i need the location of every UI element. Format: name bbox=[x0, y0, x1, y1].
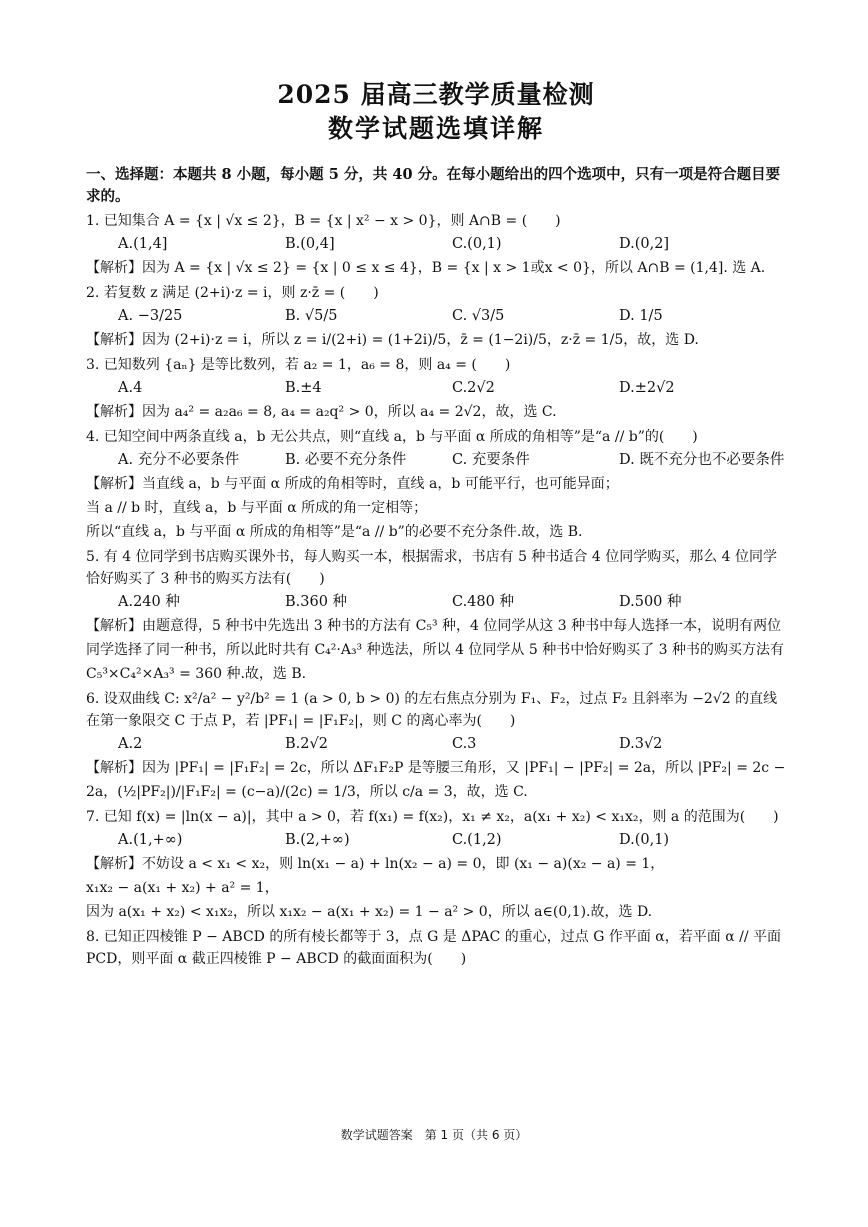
option-b: B.(2,+∞) bbox=[285, 832, 350, 848]
options-row bbox=[86, 448, 786, 472]
option-d: D.500 种 bbox=[619, 594, 682, 610]
option-a: A.(1,+∞) bbox=[118, 832, 183, 848]
solution-line: 【解析】因为 |PF₁| = |F₁F₂| = 2c，所以 ΔF₁F₂P 是等腰三角形，又 |PF₁| − |PF₂| = 2a，所以 |PF₂| = 2c − 2a，(½|PF₂|)/|F₁F₂| = (c−a)/(2c) = 1/3，所以 c/a = 3，故，选 C. bbox=[86, 760, 786, 800]
option-c: C.480 种 bbox=[452, 594, 514, 610]
option-c: C.3 bbox=[452, 736, 477, 752]
option-c: C.(0,1) bbox=[452, 236, 502, 252]
solution-line: 【解析】不妨设 a < x₁ < x₂，则 ln(x₁ − a) + ln(x₂ − a) = 0，即 (x₁ − a)(x₂ − a) = 1， bbox=[86, 856, 665, 872]
question-stem: 7. 已知 f(x) = |ln(x − a)|，其中 a > 0，若 f(x₁) = f(x₂)，x₁ ≠ x₂，a(x₁ + x₂) < x₁x₂，则 a 的范围为( ) bbox=[86, 809, 779, 825]
options-row bbox=[86, 590, 786, 614]
option-c: C.(1,2) bbox=[452, 832, 502, 848]
options-row bbox=[86, 732, 786, 756]
option-a: A. 充分不必要条件 bbox=[118, 452, 240, 468]
page-title: 2025 届高三教学质量检测 bbox=[277, 80, 595, 109]
option-d: D. 既不充分也不必要条件 bbox=[619, 452, 785, 468]
option-b: B. √5/5 bbox=[285, 308, 338, 324]
solution-line: 当 a // b 时，直线 a，b 与平面 α 所成的角一定相等； bbox=[86, 500, 428, 516]
question-block bbox=[86, 688, 786, 804]
page-subtitle: 数学试题选填详解 bbox=[327, 114, 544, 143]
options-row bbox=[86, 828, 786, 852]
solution-line: 因为 a(x₁ + x₂) < x₁x₂，所以 x₁x₂ − a(x₁ + x₂) = 1 − a² > 0，所以 a∈(0,1).故，选 D. bbox=[86, 904, 653, 920]
question-stem: 6. 设双曲线 C: x²/a² − y²/b² = 1 (a > 0, b > 0) 的左右焦点分别为 F₁、F₂，过点 F₂ 且斜率为 −2√2 的直线在第一象限交 C 于点 P，若 |PF₁| = |F₁F₂|，则 C 的离心率为( ) bbox=[86, 691, 778, 729]
question-stem: 1. 已知集合 A = {x | √x ≤ 2}，B = {x | x² − x > 0}，则 A∩B = ( ) bbox=[86, 213, 561, 229]
solution-line: x₁x₂ − a(x₁ + x₂) + a² = 1， bbox=[86, 880, 279, 896]
option-c: C.2√2 bbox=[452, 380, 495, 396]
option-a: A.(1,4] bbox=[118, 236, 168, 252]
option-d: D.3√2 bbox=[619, 736, 663, 752]
solution-line: 【解析】由题意得，5 种书中先选出 3 种书的方法有 C₅³ 种，4 位同学从这 3 种书中每人选择一本，说明有两位同学选择了同一种书，所以此时共有 C₄²·A₃³ 种选法，所以 4 位同学从 5 种书中恰好购买了 3 种书的购买方法有 C₅³×C₄²×A₃³ = 360 种.故，选 B. bbox=[86, 618, 785, 682]
option-b: B.2√2 bbox=[285, 736, 328, 752]
option-a: A.4 bbox=[118, 380, 143, 396]
options-row bbox=[86, 376, 786, 400]
option-b: B.360 种 bbox=[285, 594, 348, 610]
question-block bbox=[86, 210, 786, 280]
question-block bbox=[86, 546, 786, 686]
option-a: A. −3/25 bbox=[118, 308, 183, 324]
question-stem: 3. 已知数列 {aₙ} 是等比数列，若 a₂ = 1，a₆ = 8，则 a₄ = ( ) bbox=[86, 357, 511, 373]
solution-line: 所以“直线 a，b 与平面 α 所成的角相等”是“a // b”的必要不充分条件.故，选 B. bbox=[86, 524, 583, 540]
option-d: D.±2√2 bbox=[619, 380, 675, 396]
question-list bbox=[86, 210, 786, 970]
solution-line: 【解析】因为 A = {x | √x ≤ 2} = {x | 0 ≤ x ≤ 4}，B = {x | x > 1或x < 0}，所以 A∩B = (1,4]. 选 A. bbox=[86, 260, 766, 276]
option-a: A.240 种 bbox=[118, 594, 180, 610]
question-block bbox=[86, 426, 786, 544]
solution-line: 【解析】当直线 a，b 与平面 α 所成的角相等时，直线 a，b 可能平行，也可能异面； bbox=[86, 476, 619, 492]
options-row bbox=[86, 232, 786, 256]
option-b: B.±4 bbox=[285, 380, 322, 396]
question-stem: 2. 若复数 z 满足 (2+i)·z = i，则 z·z̄ = ( ) bbox=[86, 285, 379, 301]
question-stem: 8. 已知正四棱锥 P − ABCD 的所有棱长都等于 3，点 G 是 ΔPAC 的重心，过点 G 作平面 α，若平面 α // 平面 PCD，则平面 α 截正四棱锥 P − ABCD 的截面面积为( ) bbox=[86, 929, 781, 967]
options-row bbox=[86, 304, 786, 328]
question-block bbox=[86, 354, 786, 424]
question-stem: 5. 有 4 位同学到书店购买课外书，每人购买一本，根据需求，书店有 5 种书适合 4 位同学购买，那么 4 位同学恰好购买了 3 种书的购买方法有( ) bbox=[86, 549, 778, 587]
option-a: A.2 bbox=[118, 736, 143, 752]
option-b: B.(0,4] bbox=[285, 236, 335, 252]
question-block bbox=[86, 926, 786, 970]
section-heading: 一、选择题：本题共 8 小题，每小题 5 分，共 40 分。在每小题给出的四个选项中，只有一项是符合题目要求的。 bbox=[86, 166, 781, 205]
option-d: D.(0,1) bbox=[619, 832, 670, 848]
question-stem: 4. 已知空间中两条直线 a，b 无公共点，则“直线 a，b 与平面 α 所成的角相等”是“a // b”的( ) bbox=[86, 429, 698, 445]
solution-line: 【解析】因为 (2+i)·z = i，所以 z = i/(2+i) = (1+2i)/5，z̄ = (1−2i)/5，z·z̄ = 1/5，故，选 D. bbox=[86, 332, 699, 348]
option-d: D.(0,2] bbox=[619, 236, 670, 252]
solution-line: 【解析】因为 a₄² = a₂a₆ = 8, a₄ = a₂q² > 0，所以 a₄ = 2√2，故，选 C. bbox=[86, 404, 557, 420]
question-block bbox=[86, 806, 786, 924]
option-d: D. 1/5 bbox=[619, 308, 663, 324]
page-footer: 数学试题答案 第 1 页（共 6 页） bbox=[340, 1128, 528, 1142]
option-b: B. 必要不充分条件 bbox=[285, 452, 407, 468]
option-c: C. √3/5 bbox=[452, 308, 505, 324]
option-c: C. 充要条件 bbox=[452, 452, 530, 468]
question-block bbox=[86, 282, 786, 352]
